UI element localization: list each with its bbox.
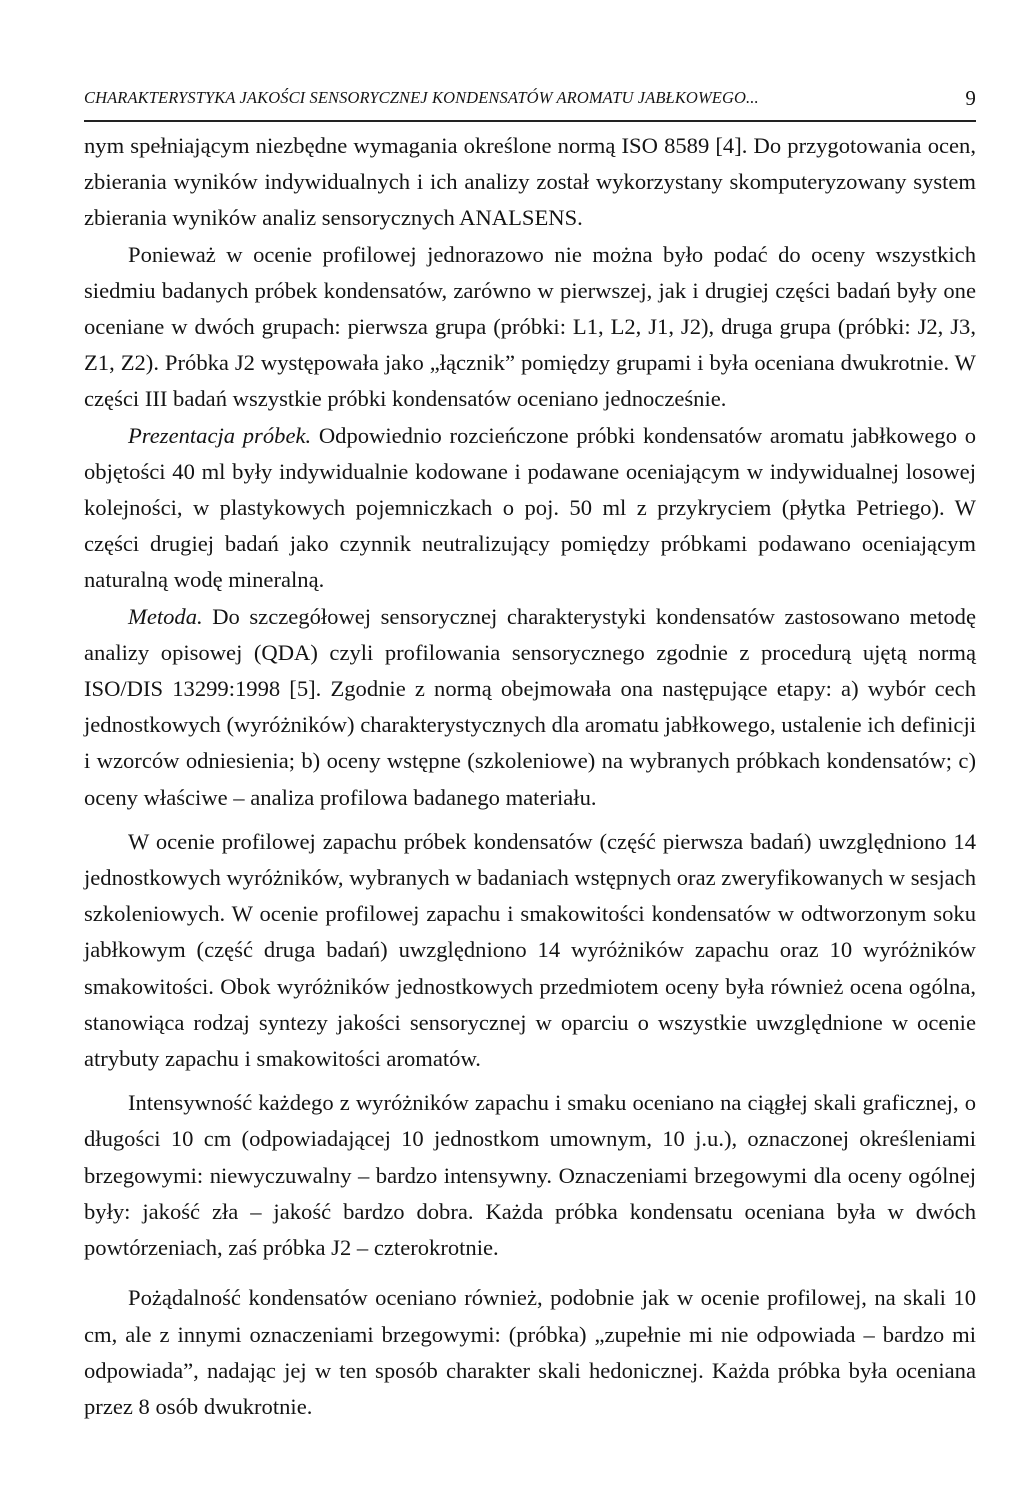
page-number: 9 — [965, 86, 976, 110]
header-rule — [84, 120, 976, 122]
paragraph-sample-presentation — [84, 418, 976, 599]
paragraph-text: Do szczegółowej sensorycznej charakterystyki kondensatów zastosowano metodę analizy opisowej (QDA) czyli profilowania sensorycznego zgodnie z procedurą ujętą normą ISO/DIS 13299:1998 [5]. Zgodnie z normą obejmowała ona następujące etapy: a) wybór cech jednostkowych (wyróżników) charakterystycznych dla aromatu jabłkowego, ustalenie ich definicji i wzorców odniesienia; b) oceny wstępne (szkoleniowe) na wybranych próbkach kondensatów; c) oceny właściwe – analiza profilowa badanego materiału. — [84, 603, 976, 810]
paragraph-profile-evaluation — [84, 824, 976, 1077]
body-text — [84, 128, 976, 1425]
paragraph-groups — [84, 237, 976, 418]
paragraph-text: Odpowiednio rozcieńczone próbki kondensatów aromatu jabłkowego o objętości 40 ml były indywidualnie kodowane i podawane oceniającym w indywidualnej losowej kolejności, w plastykowych pojemniczkach o poj. 50 ml z przykryciem (płytka Petriego). W części drugiej badań jako czynnik neutralizujący pomiędzy próbkami podawano oceniającym naturalną wodę mineralną. — [84, 422, 977, 593]
paragraph-continuation — [84, 128, 976, 237]
run-in-heading: Metoda. — [128, 603, 203, 629]
running-title: CHARAKTERYSTYKA JAKOŚCI SENSORYCZNEJ KONDENSATÓW AROMATU JABŁKOWEGO... — [84, 88, 759, 107]
paragraph-text: nym spełniającym niezbędne wymagania określone normą ISO 8589 [4]. Do przygotowania ocen, zbierania wyników indywidualnych i ich analizy został wykorzystany skomputeryzowany system zbierania wyników analiz sensorycznych ANALSENS. — [84, 133, 976, 231]
paragraph-text: Ponieważ w ocenie profilowej jednorazowo nie można było podać do oceny wszystkich siedmiu badanych próbek kondensatów, zarówno w pierwszej, jak i drugiej części badań były one oceniane w dwóch grupach: pierwsza grupa (próbki: L1, L2, J1, J2), druga grupa (próbki: J2, J3, Z1, Z2). Próbka J2 występowała jako „łącznik” pomiędzy grupami i była oceniana dwukrotnie. W części III badań wszystkie próbki kondensatów oceniano jednocześnie. — [84, 241, 976, 412]
paragraph-intensity-scale — [84, 1085, 976, 1266]
paragraph-desirability — [84, 1280, 976, 1425]
paragraph-text: Intensywność każdego z wyróżników zapachu i smaku oceniano na ciągłej skali graficznej, o długości 10 cm (odpowiadającej 10 jednostkom umownym, 10 j.u.), oznaczonej określeniami brzegowymi: niewyczuwalny – bardzo intensywny. Oznaczeniami brzegowymi dla oceny ogólnej były: jakość zła – jakość bardzo dobra. Każda próbka kondensatu oceniana była w dwóch powtórzeniach, zaś próbka J2 – czterokrotnie. — [84, 1090, 976, 1261]
paragraph-method — [84, 599, 976, 816]
run-in-heading: Prezentacja próbek. — [128, 422, 312, 448]
paragraph-text: W ocenie profilowej zapachu próbek kondensatów (część pierwsza badań) uwzględniono 14 jednostkowych wyróżników, wybranych w badaniach wstępnych oraz zweryfikowanych w sesjach szkoleniowych. W ocenie profilowej zapachu i smakowitości kondensatów w odtworzonym soku jabłkowym (część druga badań) uwzględniono 14 wyróżników zapachu oraz 10 wyróżników smakowitości. Obok wyróżników jednostkowych przedmiotem oceny była również ocena ogólna, stanowiąca rodzaj syntezy jakości sensorycznej w oparciu o wszystkie uwzględnione w ocenie atrybuty zapachu i smakowitości aromatów. — [84, 828, 976, 1072]
paragraph-text: Pożądalność kondensatów oceniano również, podobnie jak w ocenie profilowej, na skali 10 cm, ale z innymi oznaczeniami brzegowymi: (próbka) „zupełnie mi nie odpowiada – bardzo mi odpowiada”, nadając jej w ten sposób charakter skali hedonicznej. Każda próbka była oceniana przez 8 osób dwukrotnie. — [84, 1285, 976, 1419]
